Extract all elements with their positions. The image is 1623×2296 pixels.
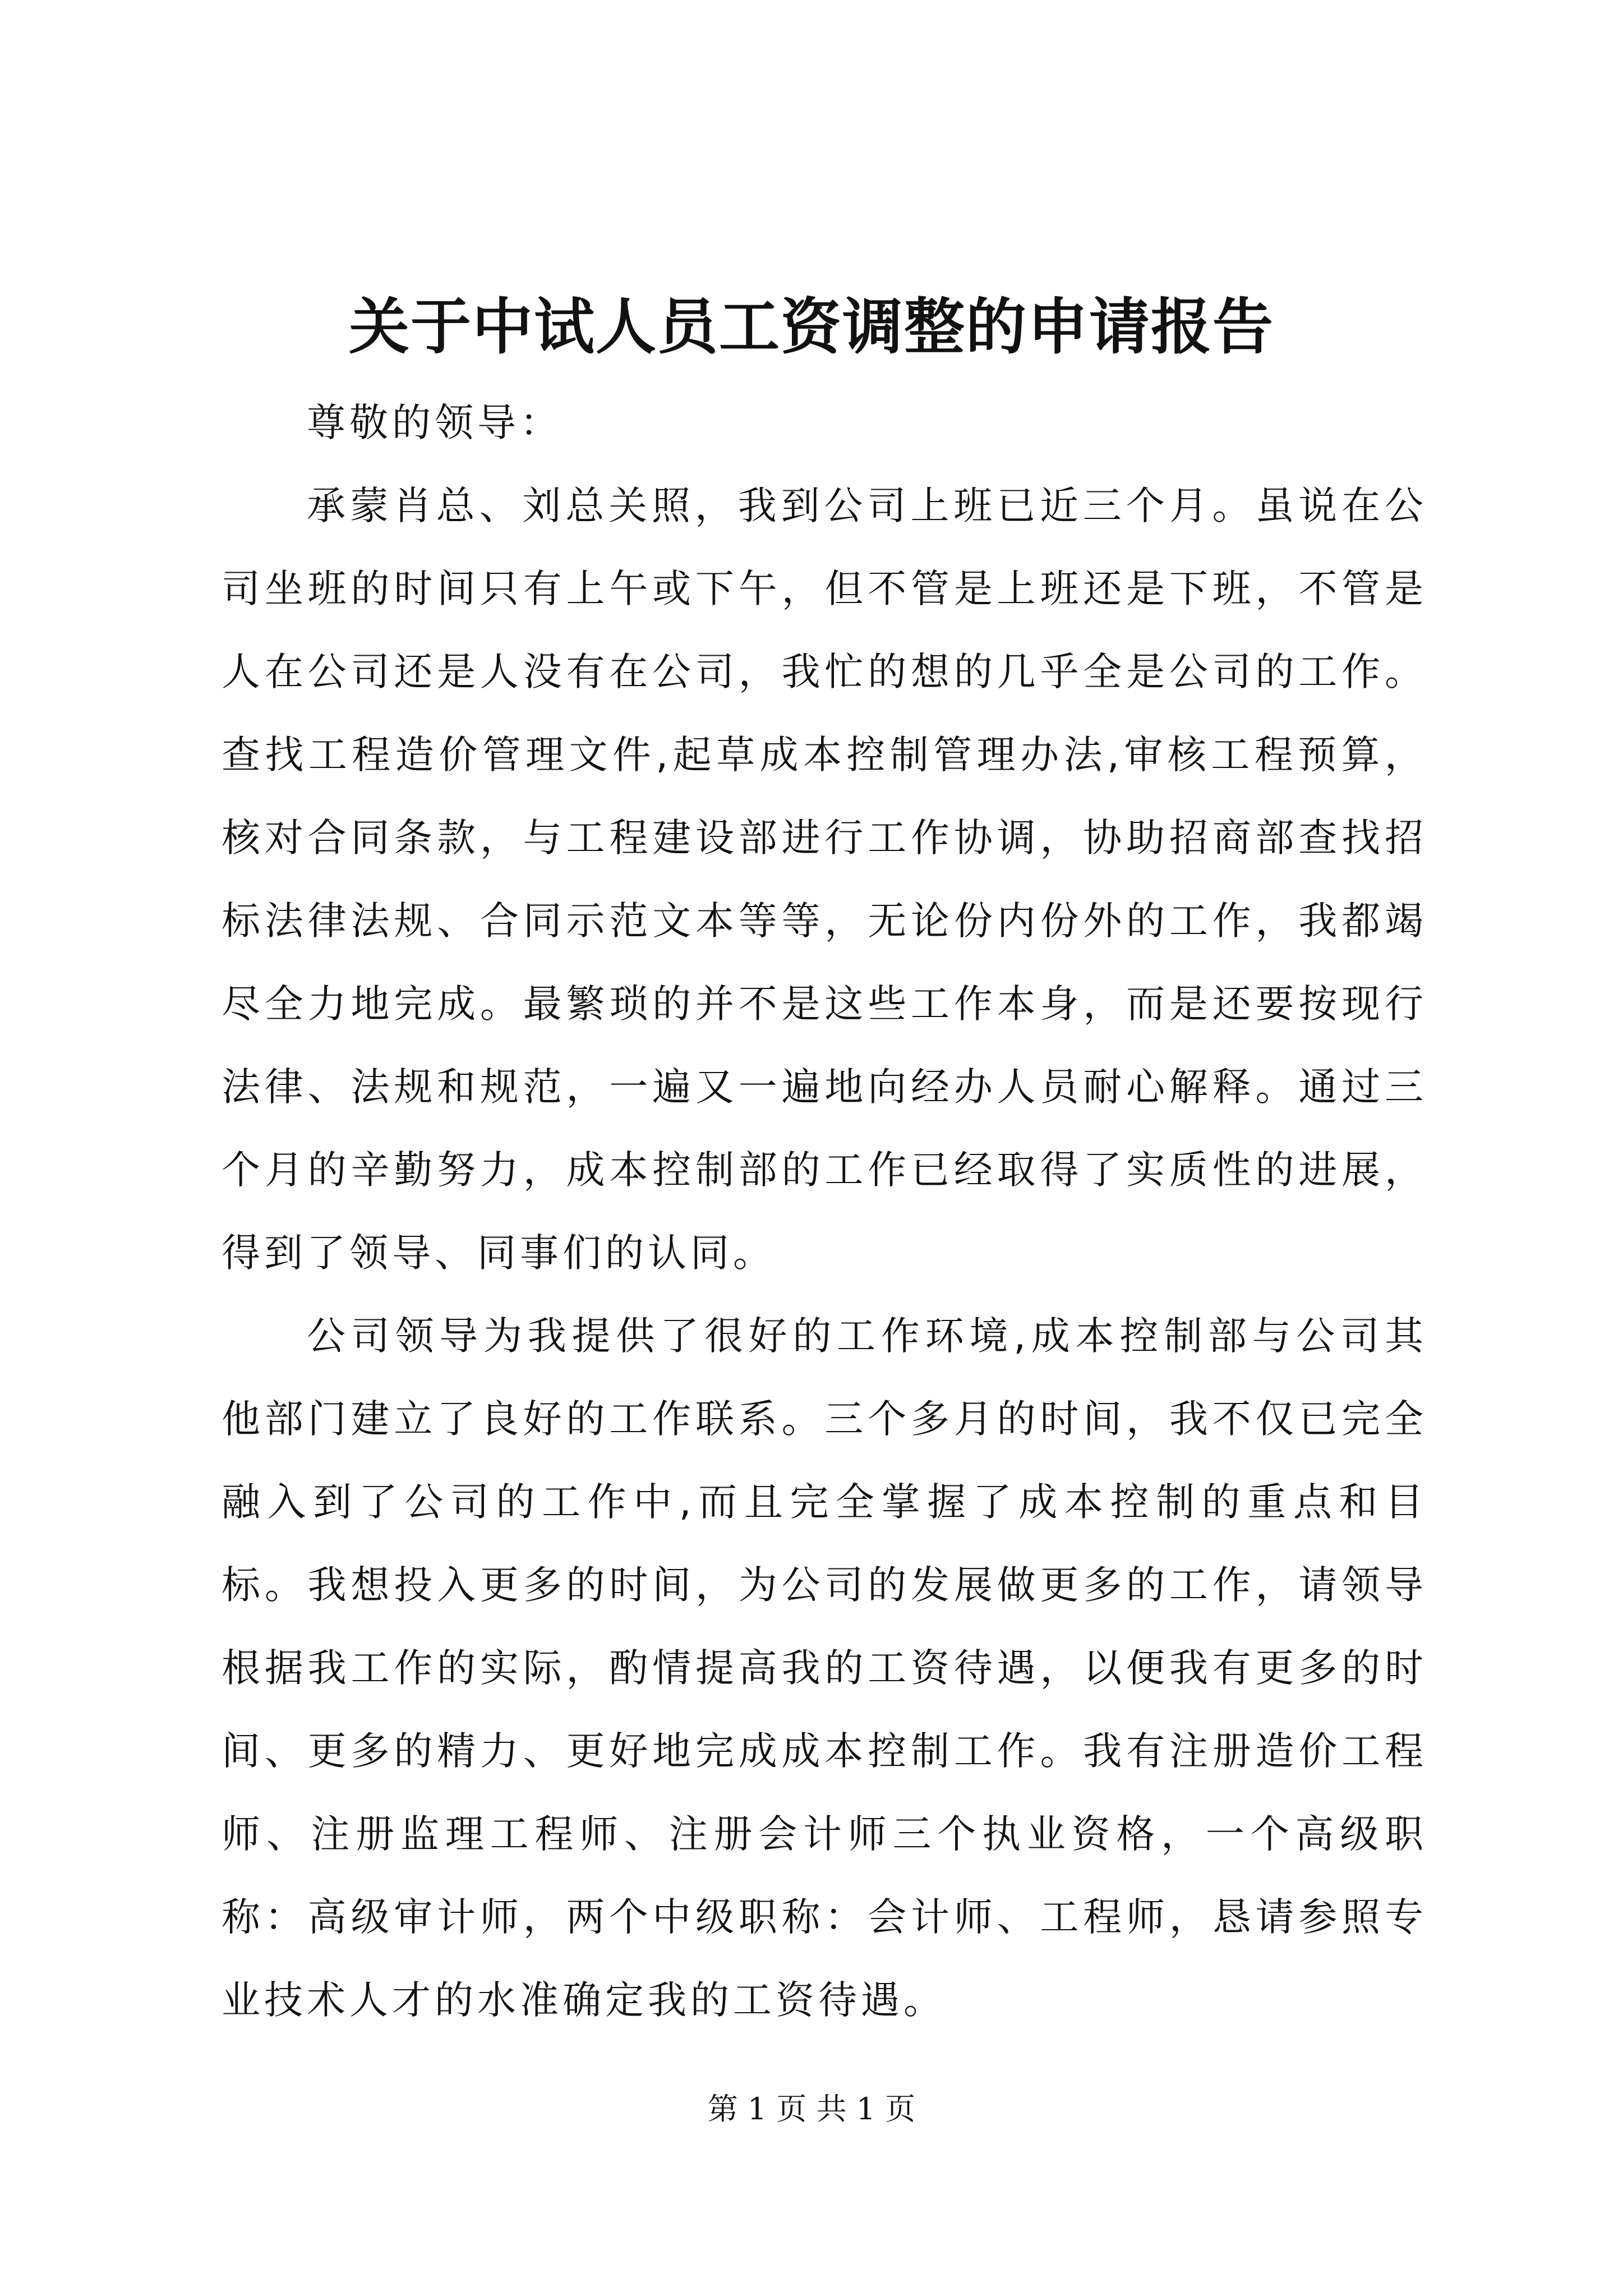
salutation: 尊敬的领导： bbox=[307, 401, 562, 445]
document-body bbox=[222, 381, 1427, 2042]
page-footer: 第 1 页 共 1 页 bbox=[707, 2091, 916, 2127]
paragraph-1: 承蒙肖总、刘总关照，我到公司上班已近三个月。虽说在公司坐班的时间只有上午或下午，但不管是上班还是下班，不管是人在公司还是人没有在公司，我忙的想的几乎全是公司的工作。查找工程造价管理文件,起草成本控制管理办法,审核工程预算，核对合同条款，与工程建设部进行工作协调，协助招商部查找招标法律法规、合同示范文本等等，无论份内份外的工作，我都竭尽全力地完成。最繁琐的并不是这些工作本身，而是还要按现行法律、法规和规范，一遍又一遍地向经办人员耐心解释。通过三个月的辛勤努力，成本控制部的工作已经取得了实质性的进展，得到了领导、同事们的认同。 bbox=[222, 484, 1427, 1276]
paragraph-2: 公司领导为我提供了很好的工作环境,成本控制部与公司其他部门建立了良好的工作联系。三个多月的时间，我不仅已完全融入到了公司的工作中,而且完全掌握了成本控制的重点和目标。我想投入更多的时间，为公司的发展做更多的工作，请领导根据我工作的实际，酌情提高我的工资待遇，以便我有更多的时间、更多的精力、更好地完成成本控制工作。我有注册造价工程师、注册监理工程师、注册会计师三个执业资格，一个高级职称：高级审计师，两个中级职称：会计师、工程师，恳请参照专业技术人才的水准确定我的工资待遇。 bbox=[222, 1314, 1427, 2023]
document-title: 关于中试人员工资调整的申请报告 bbox=[348, 292, 1274, 362]
